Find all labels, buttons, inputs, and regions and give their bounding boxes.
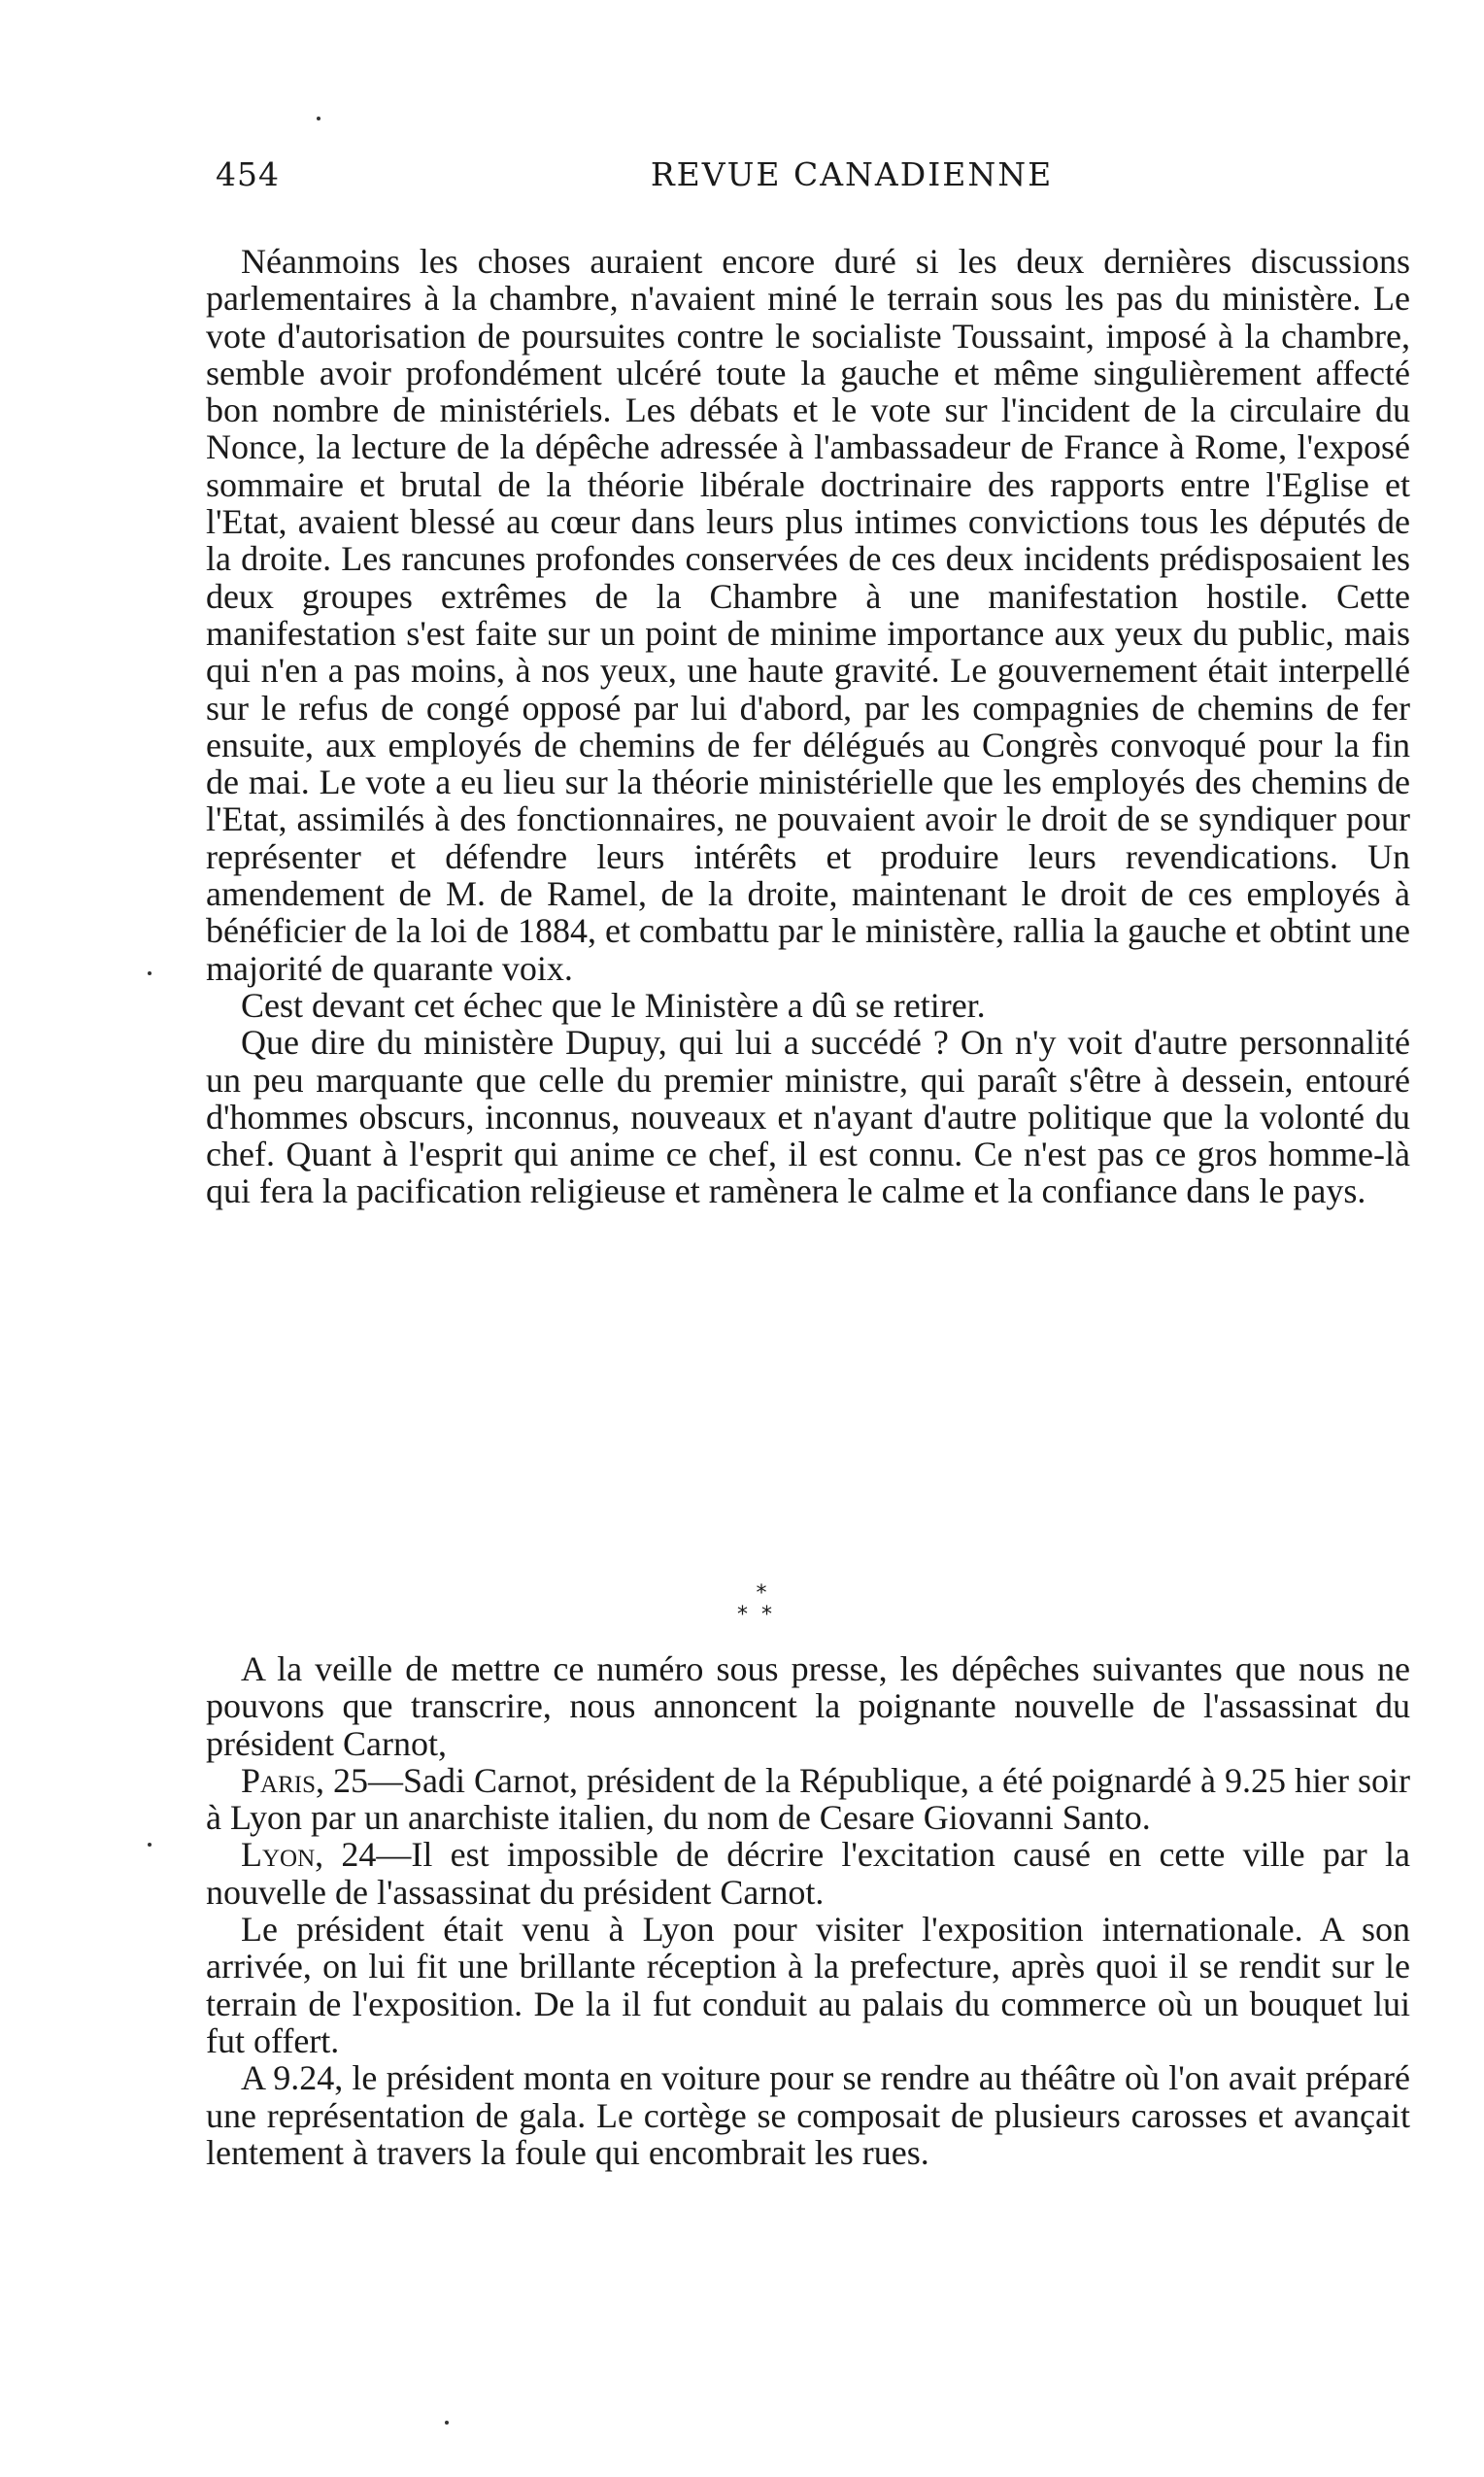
asterism-top: *	[756, 1581, 767, 1606]
paragraph-dispatch-lyon	[206, 1836, 1410, 1911]
running-title: REVUE CANADIENNE	[650, 155, 1054, 193]
paragraph-ministry-retreat: Cest devant cet échec que le Ministère a dû se retirer.	[241, 985, 986, 1025]
dispatch-place-paris: Paris	[241, 1760, 316, 1800]
dispatch-place-lyon: Lyon	[241, 1835, 316, 1875]
print-speck	[148, 1843, 152, 1847]
carnot-dispatches	[206, 1650, 1410, 2171]
asterism-bottom: **	[737, 1603, 786, 1627]
paragraph-intro: A la veille de mettre ce numéro sous presse, les dépêches suivantes que nous ne pouvons que transcrire, nous annoncent la poignante nouvelle de l'assassinat du président Carnot,	[206, 1649, 1410, 1763]
paragraph-president-visit: Le président était venu à Lyon pour visiter l'exposition internationale. A son arrivée, on lui fit une brillante réception à la prefecture, après quoi il se rendit sur le terrain de l'exposition. De la il fut conduit au palais du commerce où un bouquet lui fut offert.	[206, 1910, 1410, 2060]
print-speck	[445, 2421, 449, 2425]
paragraph-dispatch-paris	[206, 1762, 1410, 1837]
paragraph-ministry-fall: Néanmoins les choses auraient encore duré si les deux dernières discussions parlementaires à la chambre, n'avaient miné le terrain sous les pas du ministère. Le vote d'autorisation de poursuites contre le socialiste Toussaint, imposé à la chambre, semble avoir profondément ulcéré toute la gauche et même singulièrement affecté bon nombre de ministériels. Les débats et le vote sur l'incident de la circulaire du Nonce, la lecture de la dépêche adressée à l'ambassadeur de France à Rome, l'exposé sommaire et brutal de la théorie libérale doctrinaire des rapports entre l'Eglise et l'Etat, avaient blessé au cœur dans leurs plus intimes convictions tous les députés de la droite. Les rancunes profondes conservées de ces deux incidents prédisposaient les deux groupes extrêmes de la Chambre à une manifestation hostile. Cette manifestation s'est faite sur un point de minime importance aux yeux du public, mais qui n'en a pas moins, à nos yeux, une haute gravité. Le gouvernement était interpellé sur le refus de congé opposé par lui d'abord, par les compagnies de chemins de fer ensuite, aux employés de chemins de fer délégués au Congrès convoqué pour la fin de mai. Le vote a eu lieu sur la théorie ministérielle que les employés des chemins de l'Etat, assimilés à des fonctionnaires, ne pouvaient avoir le droit de se syndiquer pour représenter et défendre leurs intérêts et produire leurs revendications. Un amendement de M. de Ramel, de la droite, maintenant le droit de ces employés à bénéficier de la loi de 1884, et combattu par le ministère, rallia la gauche et obtint une majorité de quarante voix.	[206, 242, 1410, 988]
print-speck	[148, 971, 152, 975]
print-speck	[317, 117, 320, 120]
section-separator-asterism	[0, 1583, 1484, 1626]
page-header	[216, 155, 1410, 210]
dispatch-text-lyon: , 24—Il est impossible de décrire l'excitation causé en cette ville par la nouvelle de l'assassinat du président Carnot.	[206, 1835, 1410, 1912]
political-commentary	[206, 243, 1410, 1210]
paragraph-theatre-procession: A 9.24, le président monta en voiture pour se rendre au théâtre où l'on avait préparé une représentation de gala. Le cortège se composait de plusieurs carosses et avançait lentement à travers la foule qui encombrait les rues.	[206, 2058, 1410, 2172]
dispatch-text-paris: , 25—Sadi Carnot, président de la République, a été poignardé à 9.25 hier soir à Lyon par un anarchiste italien, du nom de Cesare Giovanni Santo.	[206, 1760, 1410, 1838]
paragraph-dupuy-ministry: Que dire du ministère Dupuy, qui lui a succédé ? On n'y voit d'autre personnalité un peu marquante que celle du premier ministre, qui paraît s'être à dessein, entouré d'hommes obscurs, inconnus, nouveaux et n'ayant d'autre politique que la volonté du chef. Quant à l'esprit qui anime ce chef, il est connu. Ce n'est pas ce gros homme-là qui fera la pacification religieuse et ramènera le calme et la confiance dans le pays.	[206, 1023, 1410, 1211]
page-number: 454	[216, 155, 280, 193]
